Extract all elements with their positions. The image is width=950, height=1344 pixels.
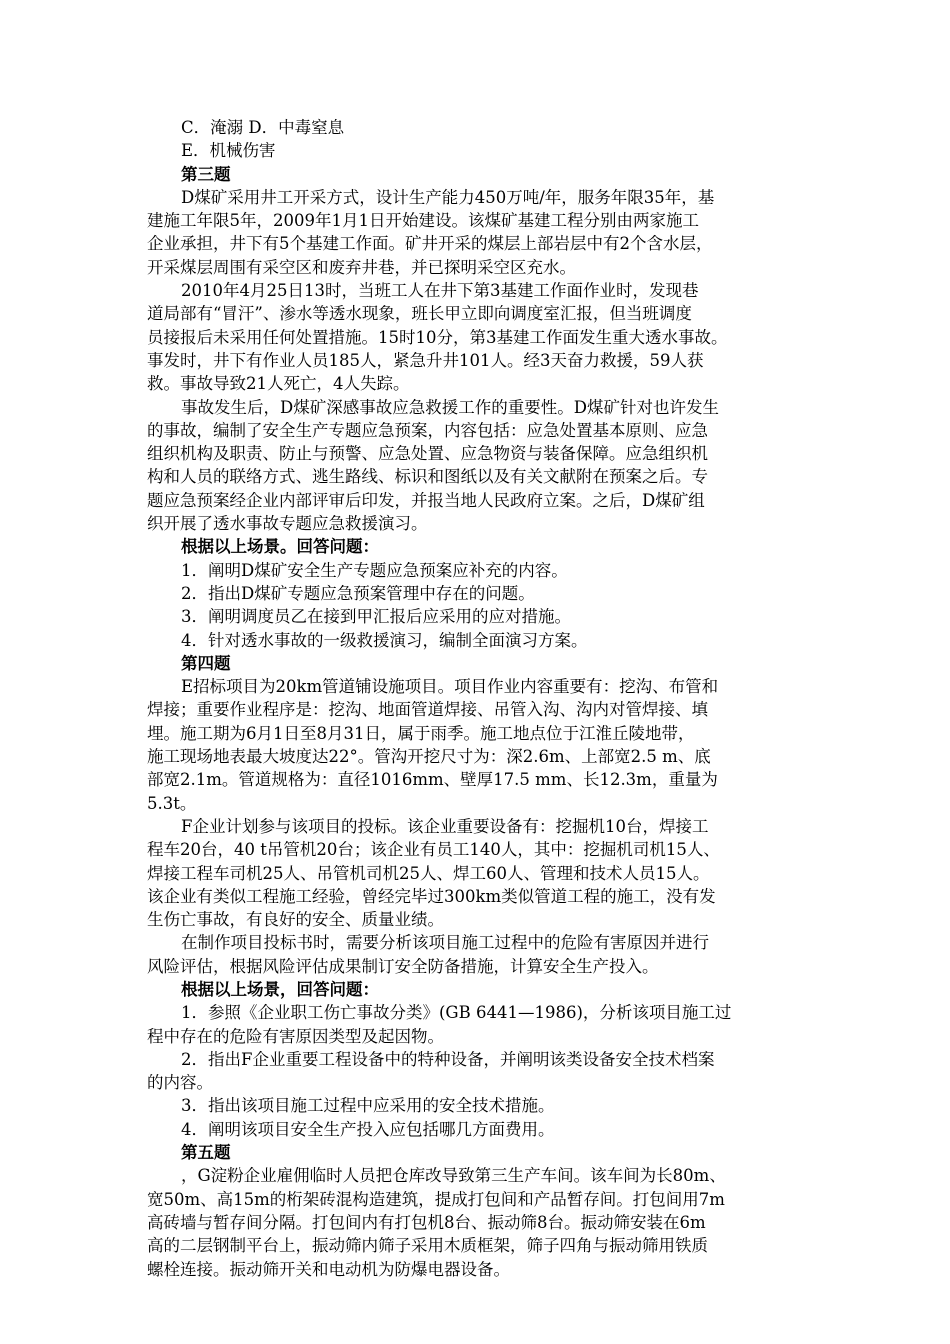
text-line: 程车20台，40 t吊管机20台；该企业有员工140人，其中：挖掘机司机15人、 [147,840,720,860]
text-line: E．机械伤害 [181,141,276,161]
text-line: 道局部有“冒汗”、渗水等透水现象，班长甲立即向调度室汇报，但当班调度 [147,304,692,324]
text-line: 埋。施工期为6月1日至8月31日，属于雨季。施工地点位于江淮丘陵地带， [147,723,695,743]
text-line: ，G淀粉企业雇佣临时人员把仓库改导致第三生产车间。该车间为长80m、 [181,1166,726,1186]
text-line: 2．指出D煤矿专题应急预案管理中存在的问题。 [181,583,535,603]
text-line: 构和人员的联络方式、逃生路线、标识和图纸以及有关文献附在预案之后。专 [147,467,708,487]
text-line: 题应急预案经企业内部评审后印发，并报当地人民政府立案。之后，D煤矿组 [147,490,705,510]
text-line: 的事故，编制了安全生产专题应急预案，内容包括：应急处置基本原则、应急 [147,420,708,440]
text-line: 高砖墙与暂存间分隔。打包间内有打包机8台、振动筛8台。振动筛安装在6m [147,1212,706,1232]
text-line: C．淹溺 D．中毒窒息 [181,118,345,137]
document-body [147,116,807,1281]
text-line: 组织机构及职责、防止与预警、应急处置、应急物资与装备保障。应急组织机 [147,444,708,464]
text-line: 高的二层钢制平台上，振动筛内筛子采用木质框架，筛子四角与振动筛用铁质 [147,1236,708,1256]
text-line: 企业承担，井下有5个基建工作面。矿井开采的煤层上部岩层中有2个含水层， [147,234,713,254]
section-heading: 第五题 [181,1143,231,1163]
text-line: D煤矿采用井工开采方式，设计生产能力450万吨/年，服务年限35年，基 [181,187,715,207]
text-line: 2010年4月25日13时，当班工人在井下第3基建工作面作业时，发现巷 [181,281,699,301]
text-line: 4．阐明该项目安全生产投入应包括哪几方面费用。 [181,1119,555,1139]
text-line: 2．指出F企业重要工程设备中的特种设备，并阐明该类设备安全技术档案 [181,1049,715,1069]
text-line: E招标项目为20km管道铺设施项目。项目作业内容重要有：挖沟、布管和 [181,677,719,697]
text-line: 螺栓连接。振动筛开关和电动机为防爆电器设备。 [147,1259,510,1279]
text-line: 开采煤层周围有采空区和废弃井巷，并已探明采空区充水。 [147,257,576,277]
text-line: 该企业有类似工程施工经验，曾经完毕过300km类似管道工程的施工，没有发 [147,886,716,906]
text-line: 救。事故导致21人死亡，4人失踪。 [147,374,410,394]
text-line: 生伤亡事故，有良好的安全、质量业绩。 [147,910,444,930]
section-heading: 第三题 [181,164,231,184]
text-line: 1．阐明D煤矿安全生产专题应急预案应补充的内容。 [181,560,568,580]
text-line: 焊接；重要作业程序是：挖沟、地面管道焊接、吊管入沟、沟内对管焊接、填 [147,700,708,720]
text-line: 宽50m、高15m的桁架砖混构造建筑，提成打包间和产品暂存间。打包间用7m [147,1189,725,1209]
text-line: 的内容。 [147,1073,213,1093]
text-line: 程中存在的危险有害原因类型及起因物。 [147,1026,444,1046]
text-line: F企业计划参与该项目的投标。该企业重要设备有：挖掘机10台，焊接工 [181,816,709,836]
text-line: 建施工年限5年，2009年1月1日开始建设。该煤矿基建工程分别由两家施工 [147,211,699,231]
text-line: 事故发生后，D煤矿深感事故应急救援工作的重要性。D煤矿针对也许发生 [181,397,719,417]
section-heading: 第四题 [181,653,231,673]
text-line: 风险评估，根据风险评估成果制订安全防备措施，计算安全生产投入。 [147,956,659,976]
text-line: 焊接工程车司机25人、吊管机司机25人、焊工60人、管理和技术人员15人。 [147,863,710,883]
text-line: 在制作项目投标书时，需要分析该项目施工过程中的危险有害原因并进行 [181,933,709,953]
text-line: 员接报后未采用任何处置措施。15时10分，第3基建工作面发生重大透水事故。 [147,327,728,347]
text-line: 3．阐明调度员乙在接到甲汇报后应采用的应对措施。 [181,607,571,627]
text-line: 织开展了透水事故专题应急救援演习。 [147,514,428,534]
text-line: 3．指出该项目施工过程中应采用的安全技术措施。 [181,1096,555,1116]
text-line: 施工现场地表最大坡度达22°。管沟开挖尺寸为：深2.6m、上部宽2.5 m、底 [147,747,711,767]
section-heading: 根据以上场景。回答问题： [181,537,379,557]
text-line: 4．针对透水事故的一级救援演习，编制全面演习方案。 [181,630,588,650]
section-heading: 根据以上场景，回答问题： [181,979,379,999]
text-line: 部宽2.1m。管道规格为：直径1016mm、壁厚17.5 mm、长12.3m，重量为 [147,770,718,790]
text-line: 1．参照《企业职工伤亡事故分类》(GB 6441—1986)，分析该项目施工过 [181,1003,732,1023]
text-line: 5.3t。 [147,793,197,813]
text-line: 事发时，井下有作业人员185人，紧急升井101人。经3天奋力救援，59人获 [147,350,704,370]
